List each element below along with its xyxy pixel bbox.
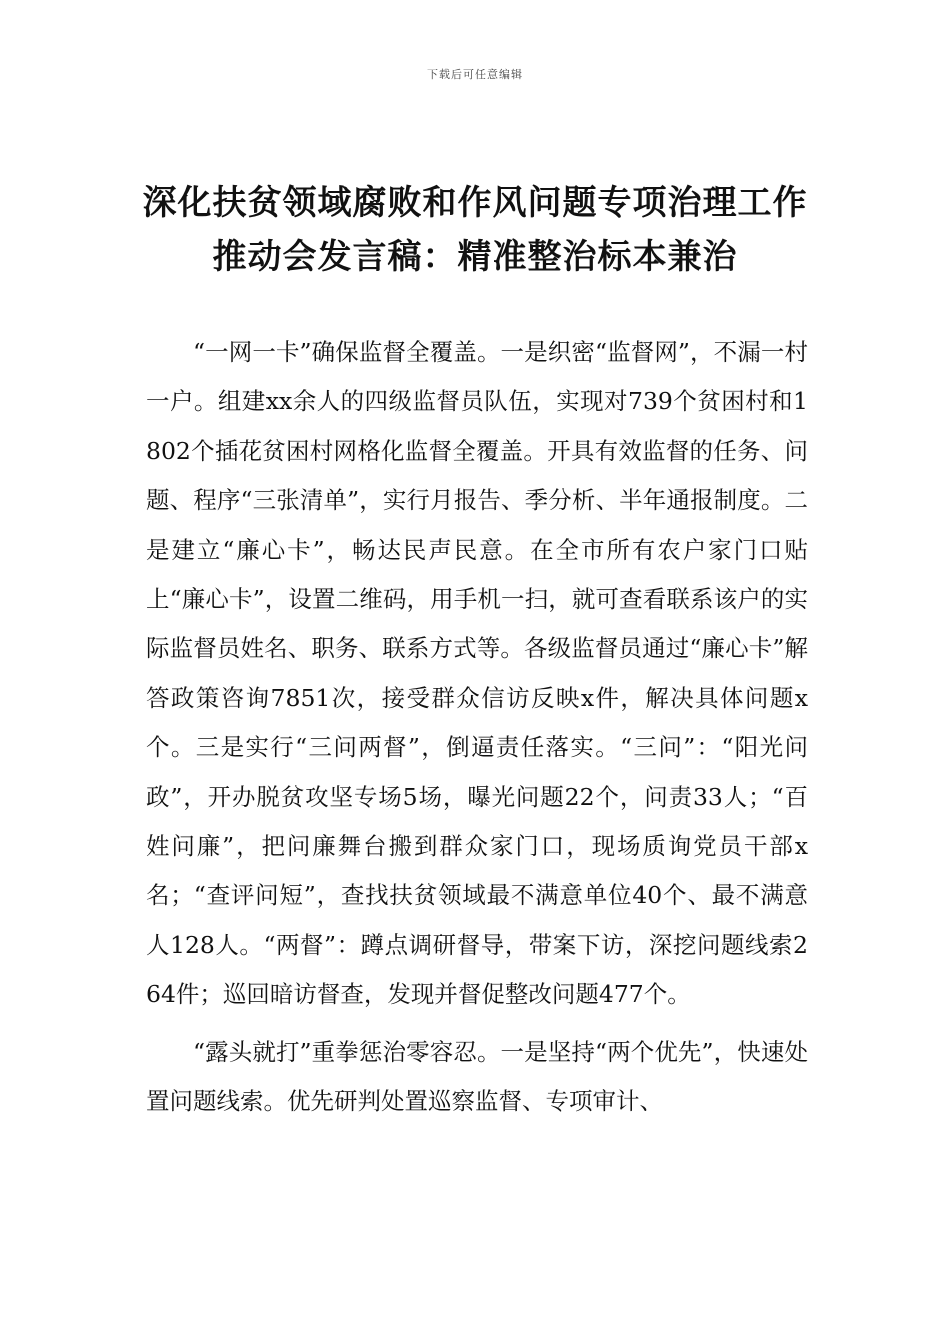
paragraph-2: “露头就打”重拳惩治零容忍。一是坚持“两个优先”，快速处置问题线索。优先研判处置巡察监督、专项审计、 xyxy=(146,1037,808,1116)
header-note: 下载后可任意编辑 xyxy=(427,68,523,81)
paragraph-1: “一网一卡”确保监督全覆盖。一是织密“监督网”，不漏一村一户。组建xx余人的四级监督员队伍，实现对739个贫困村和1802个插花贫困村网格化监督全覆盖。开具有效监督的任务、问题、程序“三张清单”，实行月报告、季分析、半年通报制度。二是建立“廉心卡”，畅达民声民意。在全市所有农户家门口贴上“廉心卡”，设置二维码，用手机一扫，就可查看联系该户的实际监督员姓名、职务、联系方式等。各级监督员通过“廉心卡”解答政策咨询7851次，接受群众信访反映x件，解决具体问题x个。三是实行“三问两督”，倒逼责任落实。“三问”：“阳光问政”，开办脱贫攻坚专场5场，曝光问题22个，问责33人；“百姓问廉”，把问廉舞台搬到群众家门口，现场质询党员干部x名；“查评问短”，查找扶贫领域最不满意单位40个、最不满意人128人。“两督”：蹲点调研督导，带案下访，深挖问题线索264件；巡回暗访督查，发现并督促整改问题477个。 xyxy=(146,338,808,1009)
document-body xyxy=(146,328,808,1135)
document-title: 深化扶贫领域腐败和作风问题专项治理工作推动会发言稿：精准整治标本兼治 xyxy=(142,183,808,277)
